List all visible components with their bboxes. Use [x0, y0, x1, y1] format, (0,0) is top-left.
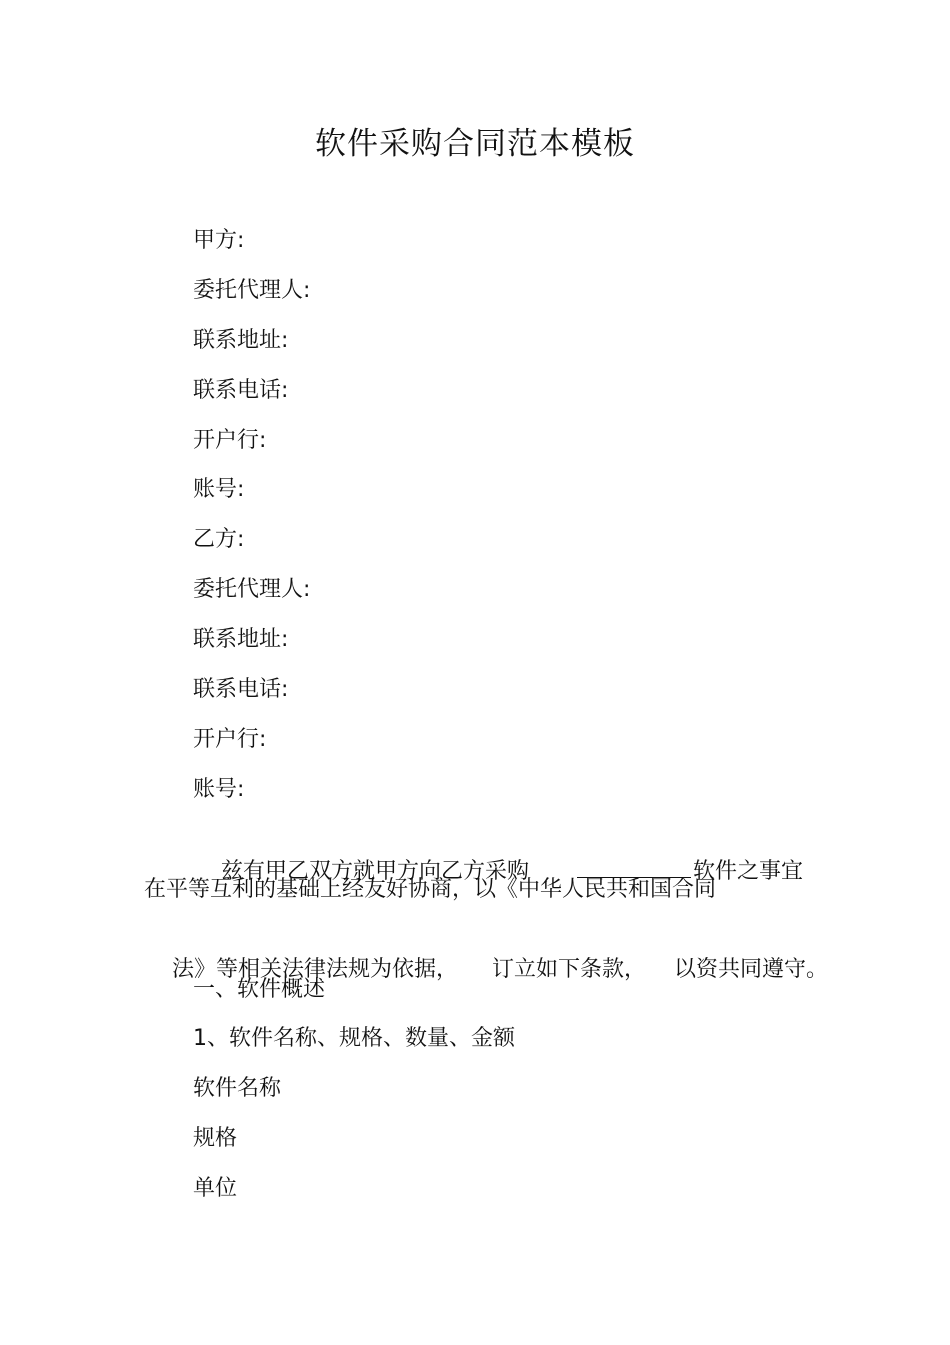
party-a-agent-label: 委托代理人: — [193, 278, 311, 303]
preamble-line-3-part-1: 法》等相关法律法规为依据， — [171, 957, 458, 982]
field-software-name: 软件名称 — [193, 1076, 282, 1101]
preamble-line-2: 在平等互利的基础上经友好协商，以《中华人民共和国合同 — [144, 877, 717, 902]
section-1-heading: 一、软件概述 — [193, 977, 326, 1002]
party-b-phone-label: 联系电话: — [193, 677, 289, 702]
party-b-name-label: 乙方: — [193, 527, 245, 552]
document-title: 软件采购合同范本模板 — [315, 126, 635, 162]
preamble-line-3-part-3: 以资共同遵守。 — [674, 957, 829, 982]
preamble-line-3-part-2: 订立如下条款， — [492, 957, 647, 982]
party-b-bank-label: 开户行: — [193, 727, 267, 752]
field-unit: 单位 — [193, 1176, 238, 1201]
party-b-address-label: 联系地址: — [193, 627, 289, 652]
party-a-phone-label: 联系电话: — [193, 378, 289, 403]
party-a-name-label: 甲方: — [193, 228, 245, 253]
party-a-address-label: 联系地址: — [193, 328, 289, 353]
section-1-subheading: 1、软件名称、规格、数量、金额 — [193, 1026, 515, 1051]
party-a-bank-label: 开户行: — [193, 428, 267, 453]
field-specification: 规格 — [193, 1126, 238, 1151]
party-b-agent-label: 委托代理人: — [193, 577, 311, 602]
party-a-account-label: 账号: — [193, 477, 245, 502]
preamble-text-after-blank: 软件之事宜 — [693, 859, 804, 884]
party-b-account-label: 账号: — [193, 777, 245, 802]
preamble-text-before-blank: 兹有甲乙双方就甲方向乙方采购 — [220, 859, 529, 884]
